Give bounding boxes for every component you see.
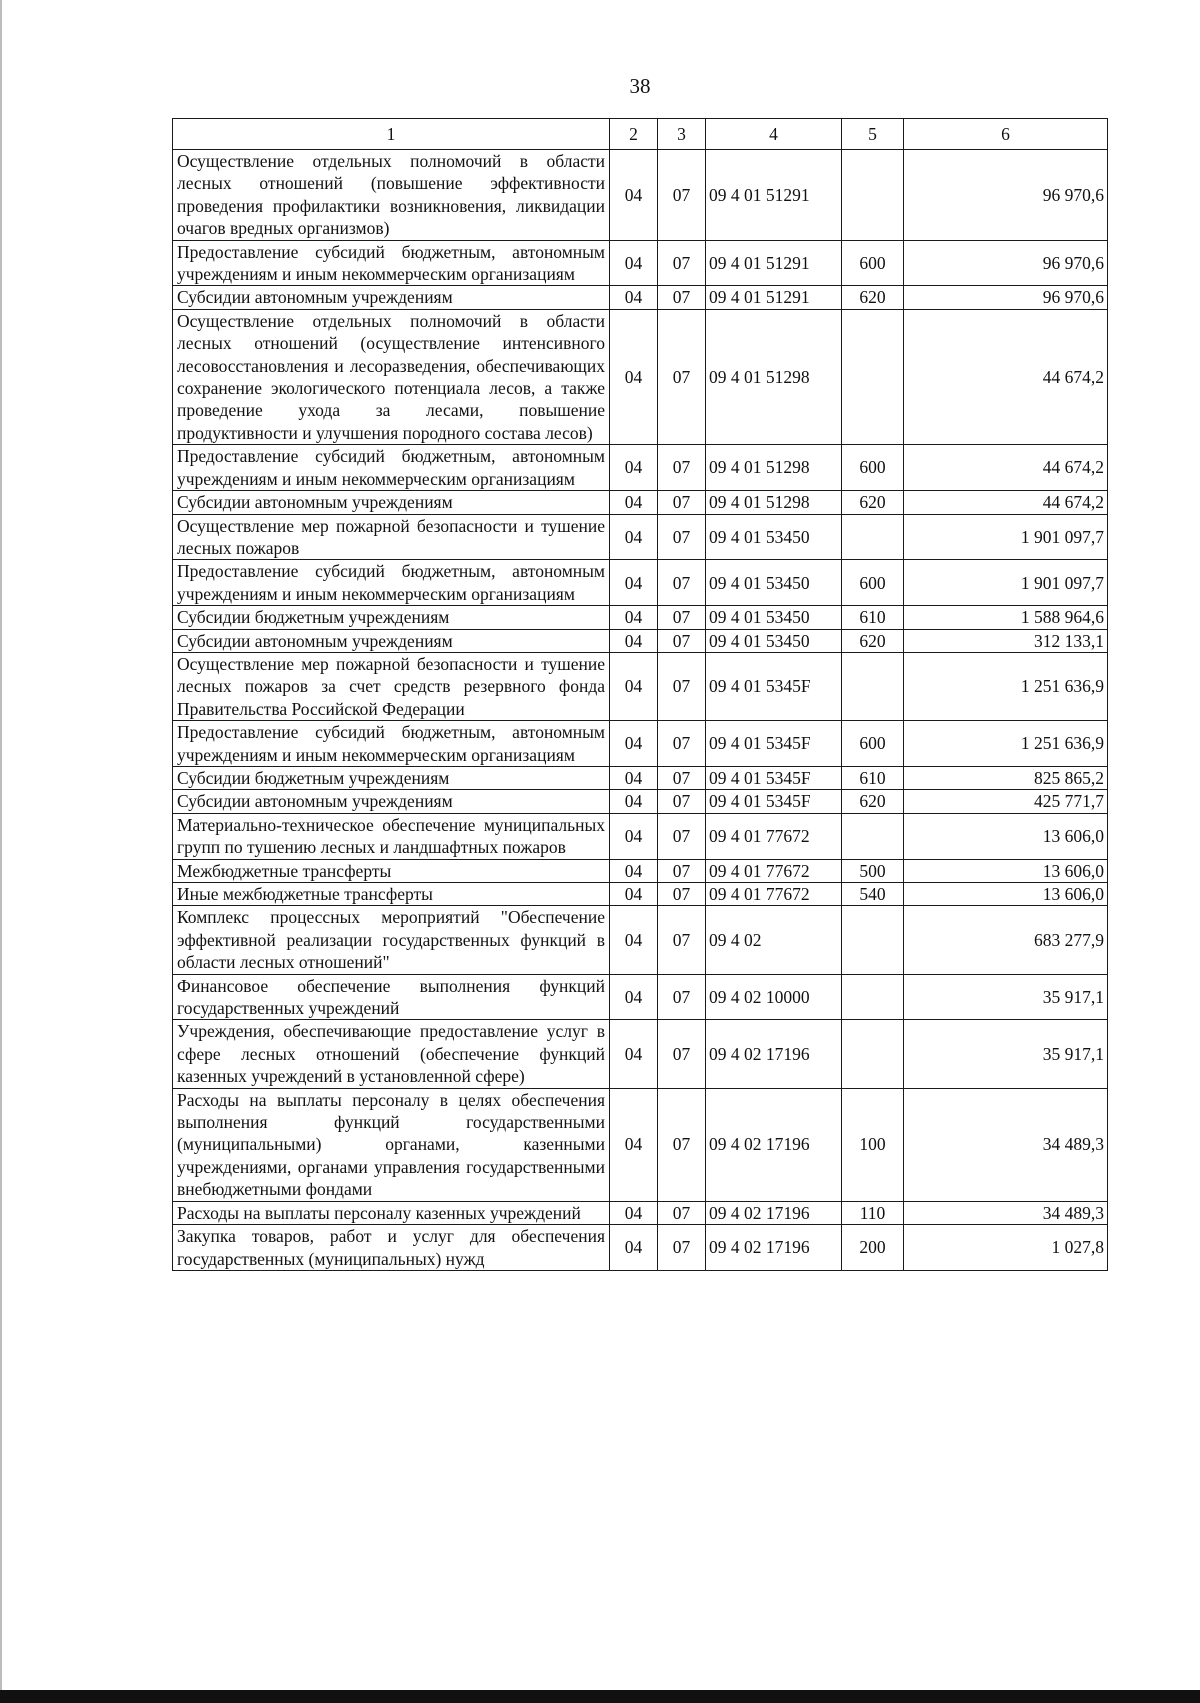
table-row: [173, 240, 1108, 286]
table-row: [173, 813, 1108, 859]
row-section-cell: 04: [610, 560, 658, 606]
row-name-cell: Предоставление субсидий бюджетным, автономным учреждениям и иным некоммерческим организациям: [173, 240, 610, 286]
row-amount-cell: 35 917,1: [904, 1020, 1108, 1088]
row-name-cell: Предоставление субсидий бюджетным, автономным учреждениям и иным некоммерческим организациям: [173, 445, 610, 491]
budget-table: [172, 118, 1108, 1271]
row-amount-cell: 1 251 636,9: [904, 652, 1108, 720]
row-section-cell: 04: [610, 721, 658, 767]
row-name-cell: Осуществление отдельных полномочий в области лесных отношений (повышение эффективности проведения профилактики возникновения, ликвидации очагов вредных организмов): [173, 150, 610, 241]
row-subsection-cell: 07: [658, 1201, 706, 1224]
page-number: 38: [629, 74, 651, 98]
row-target-article-cell: 09 4 02 17196: [706, 1201, 842, 1224]
row-section-cell: 04: [610, 445, 658, 491]
header-cell-section: 2: [610, 119, 658, 150]
table-row: [173, 286, 1108, 309]
row-expense-type-cell: [842, 150, 904, 241]
row-target-article-cell: 09 4 01 51298: [706, 309, 842, 444]
row-expense-type-cell: 620: [842, 491, 904, 514]
row-target-article-cell: 09 4 02 17196: [706, 1020, 842, 1088]
row-amount-cell: 44 674,2: [904, 445, 1108, 491]
row-subsection-cell: 07: [658, 813, 706, 859]
row-subsection-cell: 07: [658, 514, 706, 560]
row-section-cell: 04: [610, 1020, 658, 1088]
row-amount-cell: 425 771,7: [904, 790, 1108, 813]
table-row: [173, 1020, 1108, 1088]
row-amount-cell: 34 489,3: [904, 1088, 1108, 1201]
table-row: [173, 883, 1108, 906]
row-section-cell: 04: [610, 790, 658, 813]
row-section-cell: 04: [610, 813, 658, 859]
row-section-cell: 04: [610, 150, 658, 241]
row-expense-type-cell: 600: [842, 560, 904, 606]
table-row: [173, 560, 1108, 606]
table-row: [173, 1225, 1108, 1271]
row-section-cell: 04: [610, 309, 658, 444]
row-subsection-cell: 07: [658, 859, 706, 882]
row-subsection-cell: 07: [658, 150, 706, 241]
row-expense-type-cell: [842, 906, 904, 974]
row-subsection-cell: 07: [658, 1088, 706, 1201]
row-target-article-cell: 09 4 01 53450: [706, 629, 842, 652]
row-section-cell: 04: [610, 652, 658, 720]
row-target-article-cell: 09 4 01 51291: [706, 286, 842, 309]
row-section-cell: 04: [610, 606, 658, 629]
row-section-cell: 04: [610, 1201, 658, 1224]
table-row: [173, 766, 1108, 789]
row-target-article-cell: 09 4 01 5345F: [706, 766, 842, 789]
row-target-article-cell: 09 4 01 77672: [706, 883, 842, 906]
row-name-cell: Осуществление мер пожарной безопасности и тушение лесных пожаров: [173, 514, 610, 560]
row-amount-cell: 44 674,2: [904, 491, 1108, 514]
header-cell-name: 1: [173, 119, 610, 150]
row-target-article-cell: 09 4 01 5345F: [706, 721, 842, 767]
row-subsection-cell: 07: [658, 1020, 706, 1088]
row-amount-cell: 312 133,1: [904, 629, 1108, 652]
row-name-cell: Расходы на выплаты персоналу в целях обеспечения выполнения функций государственными (муниципальными) органами, казенными учреждениями, органами управления государственными внебюджетными фондами: [173, 1088, 610, 1201]
row-expense-type-cell: 100: [842, 1088, 904, 1201]
table-row: [173, 606, 1108, 629]
row-target-article-cell: 09 4 01 5345F: [706, 652, 842, 720]
row-subsection-cell: 07: [658, 240, 706, 286]
row-target-article-cell: 09 4 01 51291: [706, 240, 842, 286]
row-section-cell: 04: [610, 240, 658, 286]
row-section-cell: 04: [610, 1088, 658, 1201]
table-row: [173, 514, 1108, 560]
row-expense-type-cell: 110: [842, 1201, 904, 1224]
row-target-article-cell: 09 4 02 10000: [706, 974, 842, 1020]
row-expense-type-cell: 200: [842, 1225, 904, 1271]
row-amount-cell: 13 606,0: [904, 859, 1108, 882]
row-name-cell: Закупка товаров, работ и услуг для обеспечения государственных (муниципальных) нужд: [173, 1225, 610, 1271]
row-amount-cell: 1 901 097,7: [904, 560, 1108, 606]
row-amount-cell: 825 865,2: [904, 766, 1108, 789]
row-name-cell: Осуществление отдельных полномочий в области лесных отношений (осуществление интенсивного лесовосстановления и лесоразведения, обеспечивающих сохранение экологического потенциала лесов, а также проведение ухода за лесами, повышение продуктивности и улучшения породного состава лесов): [173, 309, 610, 444]
row-amount-cell: 683 277,9: [904, 906, 1108, 974]
row-expense-type-cell: [842, 514, 904, 560]
row-target-article-cell: 09 4 01 77672: [706, 813, 842, 859]
table-row: [173, 974, 1108, 1020]
row-expense-type-cell: 600: [842, 445, 904, 491]
row-target-article-cell: 09 4 01 51298: [706, 445, 842, 491]
row-subsection-cell: 07: [658, 445, 706, 491]
row-target-article-cell: 09 4 02 17196: [706, 1225, 842, 1271]
row-name-cell: Иные межбюджетные трансферты: [173, 883, 610, 906]
row-name-cell: Материально-техническое обеспечение муниципальных групп по тушению лесных и ландшафтных пожаров: [173, 813, 610, 859]
row-amount-cell: 13 606,0: [904, 813, 1108, 859]
row-name-cell: Субсидии бюджетным учреждениям: [173, 766, 610, 789]
row-amount-cell: 96 970,6: [904, 286, 1108, 309]
row-section-cell: 04: [610, 491, 658, 514]
row-target-article-cell: 09 4 02 17196: [706, 1088, 842, 1201]
row-amount-cell: 1 027,8: [904, 1225, 1108, 1271]
row-section-cell: 04: [610, 859, 658, 882]
row-name-cell: Субсидии бюджетным учреждениям: [173, 606, 610, 629]
scan-bottom-border: [0, 1690, 1200, 1703]
row-name-cell: Комплекс процессных мероприятий "Обеспечение эффективной реализации государственных функций в области лесных отношений": [173, 906, 610, 974]
table-row: [173, 906, 1108, 974]
row-expense-type-cell: 600: [842, 721, 904, 767]
row-amount-cell: 1 588 964,6: [904, 606, 1108, 629]
row-subsection-cell: 07: [658, 309, 706, 444]
row-target-article-cell: 09 4 01 53450: [706, 560, 842, 606]
row-section-cell: 04: [610, 629, 658, 652]
row-subsection-cell: 07: [658, 652, 706, 720]
row-expense-type-cell: 600: [842, 240, 904, 286]
row-subsection-cell: 07: [658, 974, 706, 1020]
row-subsection-cell: 07: [658, 906, 706, 974]
table-row: [173, 652, 1108, 720]
header-cell-target-article: 4: [706, 119, 842, 150]
row-section-cell: 04: [610, 1225, 658, 1271]
row-expense-type-cell: 620: [842, 286, 904, 309]
row-subsection-cell: 07: [658, 560, 706, 606]
row-subsection-cell: 07: [658, 606, 706, 629]
row-amount-cell: 44 674,2: [904, 309, 1108, 444]
row-subsection-cell: 07: [658, 1225, 706, 1271]
row-expense-type-cell: [842, 1020, 904, 1088]
row-amount-cell: 1 901 097,7: [904, 514, 1108, 560]
row-name-cell: Субсидии автономным учреждениям: [173, 286, 610, 309]
row-subsection-cell: 07: [658, 286, 706, 309]
row-expense-type-cell: 620: [842, 629, 904, 652]
row-expense-type-cell: [842, 309, 904, 444]
row-amount-cell: 96 970,6: [904, 240, 1108, 286]
row-expense-type-cell: [842, 974, 904, 1020]
row-expense-type-cell: 540: [842, 883, 904, 906]
row-amount-cell: 35 917,1: [904, 974, 1108, 1020]
row-subsection-cell: 07: [658, 883, 706, 906]
row-amount-cell: 1 251 636,9: [904, 721, 1108, 767]
row-subsection-cell: 07: [658, 491, 706, 514]
row-name-cell: Предоставление субсидий бюджетным, автономным учреждениям и иным некоммерческим организациям: [173, 560, 610, 606]
table-row: [173, 1201, 1108, 1224]
row-section-cell: 04: [610, 766, 658, 789]
row-name-cell: Субсидии автономным учреждениям: [173, 491, 610, 514]
table-row: [173, 859, 1108, 882]
scan-edge-line: [0, 0, 2, 1703]
row-amount-cell: 96 970,6: [904, 150, 1108, 241]
table-row: [173, 629, 1108, 652]
table-row: [173, 790, 1108, 813]
row-name-cell: Субсидии автономным учреждениям: [173, 790, 610, 813]
row-target-article-cell: 09 4 01 51291: [706, 150, 842, 241]
row-target-article-cell: 09 4 01 53450: [706, 514, 842, 560]
table-row: [173, 445, 1108, 491]
row-expense-type-cell: [842, 652, 904, 720]
row-name-cell: Межбюджетные трансферты: [173, 859, 610, 882]
row-section-cell: 04: [610, 974, 658, 1020]
row-name-cell: Осуществление мер пожарной безопасности и тушение лесных пожаров за счет средств резервного фонда Правительства Российской Федерации: [173, 652, 610, 720]
table-row: [173, 721, 1108, 767]
table-row: [173, 150, 1108, 241]
row-target-article-cell: 09 4 01 77672: [706, 859, 842, 882]
row-section-cell: 04: [610, 514, 658, 560]
row-section-cell: 04: [610, 906, 658, 974]
row-target-article-cell: 09 4 01 51298: [706, 491, 842, 514]
row-subsection-cell: 07: [658, 629, 706, 652]
table-header-row: [173, 119, 1108, 150]
row-name-cell: Учреждения, обеспечивающие предоставление услуг в сфере лесных отношений (обеспечение функций казенных учреждений в установленной сфере): [173, 1020, 610, 1088]
row-subsection-cell: 07: [658, 721, 706, 767]
row-expense-type-cell: [842, 813, 904, 859]
row-target-article-cell: 09 4 02: [706, 906, 842, 974]
row-amount-cell: 13 606,0: [904, 883, 1108, 906]
row-name-cell: Расходы на выплаты персоналу казенных учреждений: [173, 1201, 610, 1224]
row-name-cell: Финансовое обеспечение выполнения функций государственных учреждений: [173, 974, 610, 1020]
row-subsection-cell: 07: [658, 766, 706, 789]
row-expense-type-cell: 610: [842, 766, 904, 789]
table-row: [173, 309, 1108, 444]
header-cell-expense-type: 5: [842, 119, 904, 150]
row-subsection-cell: 07: [658, 790, 706, 813]
row-section-cell: 04: [610, 286, 658, 309]
row-expense-type-cell: 610: [842, 606, 904, 629]
row-name-cell: Субсидии автономным учреждениям: [173, 629, 610, 652]
table-row: [173, 1088, 1108, 1201]
row-amount-cell: 34 489,3: [904, 1201, 1108, 1224]
row-target-article-cell: 09 4 01 5345F: [706, 790, 842, 813]
header-cell-subsection: 3: [658, 119, 706, 150]
row-target-article-cell: 09 4 01 53450: [706, 606, 842, 629]
row-expense-type-cell: 620: [842, 790, 904, 813]
table-row: [173, 491, 1108, 514]
row-section-cell: 04: [610, 883, 658, 906]
header-cell-amount: 6: [904, 119, 1108, 150]
table-body: [173, 150, 1108, 1271]
row-expense-type-cell: 500: [842, 859, 904, 882]
row-name-cell: Предоставление субсидий бюджетным, автономным учреждениям и иным некоммерческим организациям: [173, 721, 610, 767]
